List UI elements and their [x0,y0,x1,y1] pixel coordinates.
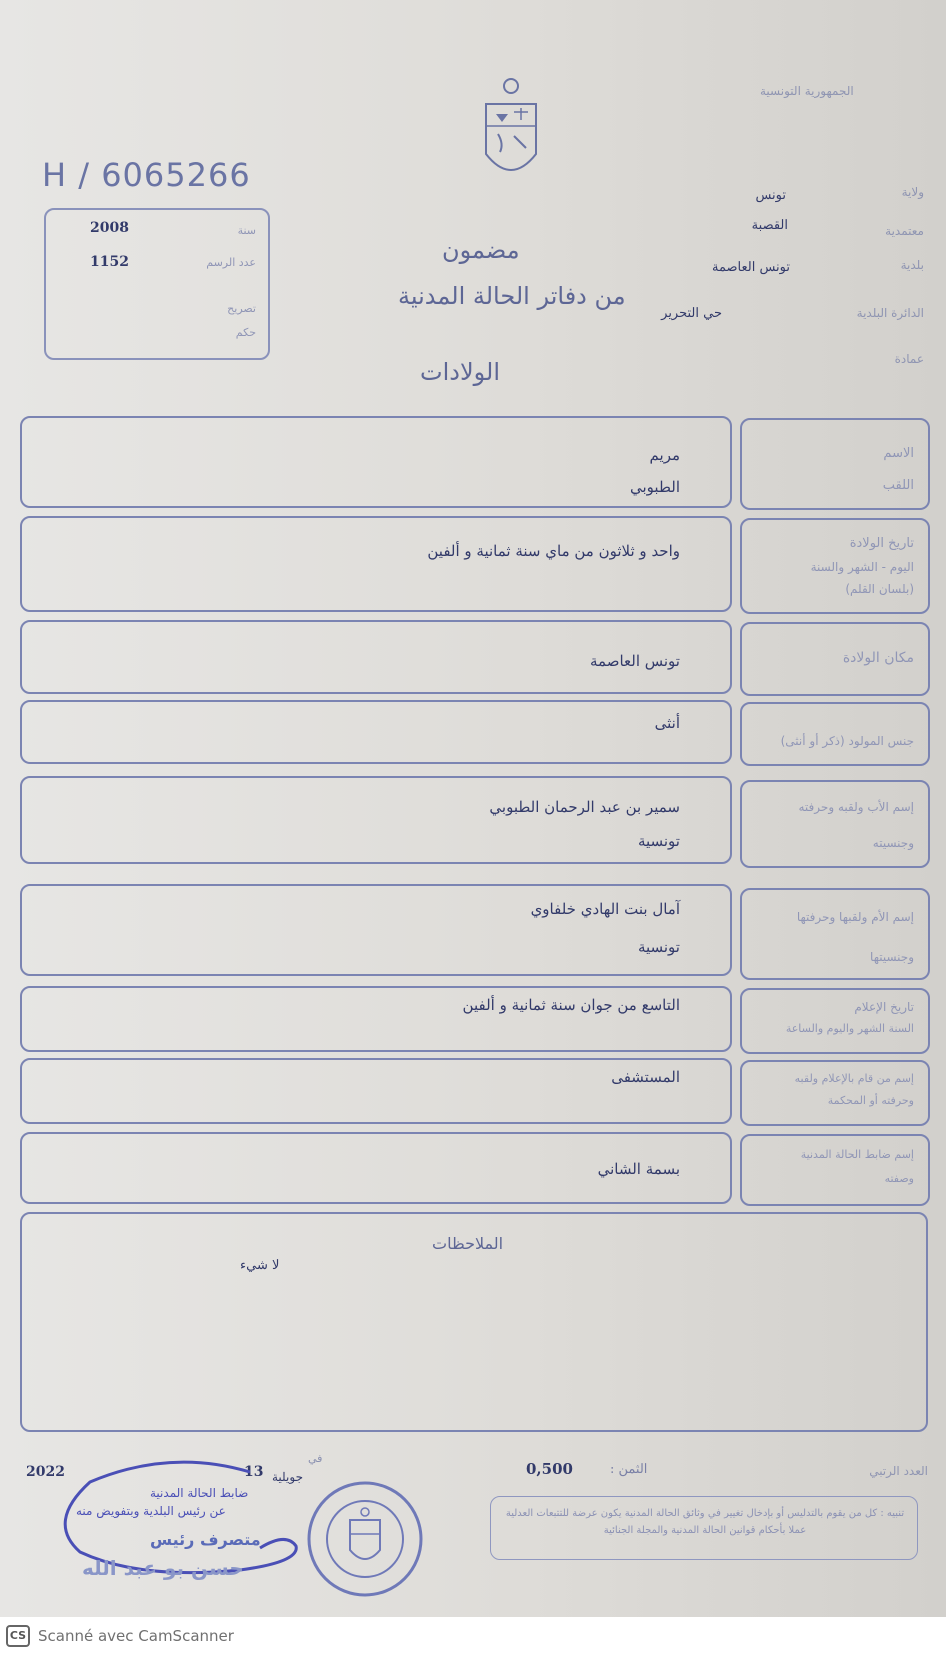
scanner-footer [0,1617,946,1657]
municipality-label: بلدية [900,258,924,272]
father-name-value: سمير بن عبد الرحمان الطبوبي [489,798,680,816]
record-number-label: عدد الرسم [206,256,256,269]
father-value-box [20,776,732,864]
remarks-title: الملاحظات [432,1234,504,1253]
first-name-label: الاسم [883,446,914,461]
record-correction-label: تصريح [227,302,256,315]
remarks-value: لا شيء [240,1258,280,1273]
camscanner-logo-icon: CS [6,1625,30,1647]
sex-label: جنس المولود (ذكر أو أنثى) [780,734,914,748]
father-nationality-label: وجنسيته [872,836,914,850]
sex-value: أنثى [654,714,680,732]
record-number: 1152 [90,254,129,270]
price-label: الثمن : [610,1462,648,1477]
notice-text: تنبيه : كل من يقوم بالتدليس أو بإدخال تغيير في وثائق الحالة المدنية يكون عرضة للتتبعات العدلية عملا بأحكام قوانين الحالة المدنية والمجلة الجنائية [505,1508,905,1536]
district-value: حي التحرير [661,306,722,321]
father-nationality-value: تونسية [637,832,680,850]
sex-label-box [740,702,930,766]
sex-value-box [20,700,732,764]
birth-date-label-box [740,518,930,614]
governorate-value: تونس [755,188,786,203]
district-label: الدائرة البلدية [856,306,924,320]
mother-name-value: آمال بنت الهادي خلفاوي [530,900,680,918]
declaration-date-value-box [20,986,732,1052]
father-label: إسم الأب ولقبه وحرفته [798,800,914,814]
mother-label-box [740,888,930,980]
last-name-label: اللقب [882,478,914,493]
record-year-label: سنة [237,224,256,237]
first-name-value: مريم [649,446,680,464]
delegation-value: القصبة [751,218,788,233]
round-stamp-icon [304,1478,426,1600]
title-line2: من دفاتر الحالة المدنية [398,282,626,310]
declaration-date-sublabel: السنة الشهر واليوم والساعة [785,1022,914,1035]
officer-sublabel: وصفته [884,1172,914,1185]
officer-label: إسم ضابط الحالة المدنية [800,1148,914,1161]
issue-month: جويلية [272,1470,303,1484]
sector-label: عمادة [894,352,924,366]
birth-place-label-box [740,622,930,696]
officer-stamp-line3: متصرف رئيس [150,1530,261,1549]
father-label-box [740,780,930,868]
birth-place-label: مكان الولادة [842,650,914,666]
issue-year: 2022 [26,1464,65,1480]
birth-place-value: تونس العاصمة [590,652,680,670]
declaration-date-value: التاسع من جوان سنة ثمانية و ألفين [462,996,680,1014]
birth-date-value-box [20,516,732,612]
officer-stamp-line4: حسن بو عبد الله [82,1556,244,1580]
declarant-label-box [740,1060,930,1126]
mother-nationality-label: وجنسيتها [870,950,914,964]
declarant-value-box [20,1058,732,1124]
name-value-box [20,416,732,508]
birth-date-sublabel: اليوم - الشهر والسنة [810,560,914,574]
mother-label: إسم الأم ولقبها وحرفتها [796,910,914,924]
declarant-sublabel: وحرفته أو المحكمة [827,1094,914,1107]
serial-number: H / 6065266 [42,156,251,194]
officer-stamp-line2: عن رئيس البلدية وبتفويض منه [76,1504,226,1518]
delegation-label: معتمدية [885,224,924,238]
officer-label-box [740,1134,930,1206]
republic-label: الجمهورية التونسية [760,84,854,98]
record-year: 2008 [90,220,129,236]
mother-value-box [20,884,732,976]
municipality-value: تونس العاصمة [712,260,790,275]
declaration-date-label: تاريخ الإعلام [854,1000,914,1014]
governorate-label: ولاية [901,185,924,199]
price-value: 0,500 [526,1460,573,1478]
camscanner-text: Scanné avec CamScanner [38,1627,234,1645]
issue-day: 13 [244,1464,264,1480]
last-name-value: الطبوبي [630,478,680,496]
record-judgment-label: حكم [235,326,256,339]
declaration-date-label-box [740,988,930,1054]
birth-date-label: تاريخ الولادة [849,536,914,551]
remarks-box [20,1212,928,1432]
serial-label: العدد الرتبي [869,1464,928,1478]
record-box [44,208,270,360]
birth-place-value-box [20,620,732,694]
section-title: الولادات [420,358,501,386]
officer-value: بسمة الشاني [597,1160,680,1178]
tunisia-emblem-icon [478,76,544,192]
declarant-label: إسم من قام بالإعلام ولقبه [794,1072,914,1085]
birth-date-value: واحد و ثلاثون من ماي سنة ثمانية و ألفين [427,542,680,560]
mother-nationality-value: تونسية [637,938,680,956]
name-label-box [740,418,930,510]
officer-stamp-line1: ضابط الحالة المدنية [150,1486,249,1500]
declarant-value: المستشفى [611,1068,680,1086]
birth-date-note: (بلسان القلم) [845,582,914,596]
issue-in-label: في [308,1452,323,1465]
title-line1: مضمون [442,236,520,264]
notice-box [490,1496,918,1560]
officer-value-box [20,1132,732,1204]
